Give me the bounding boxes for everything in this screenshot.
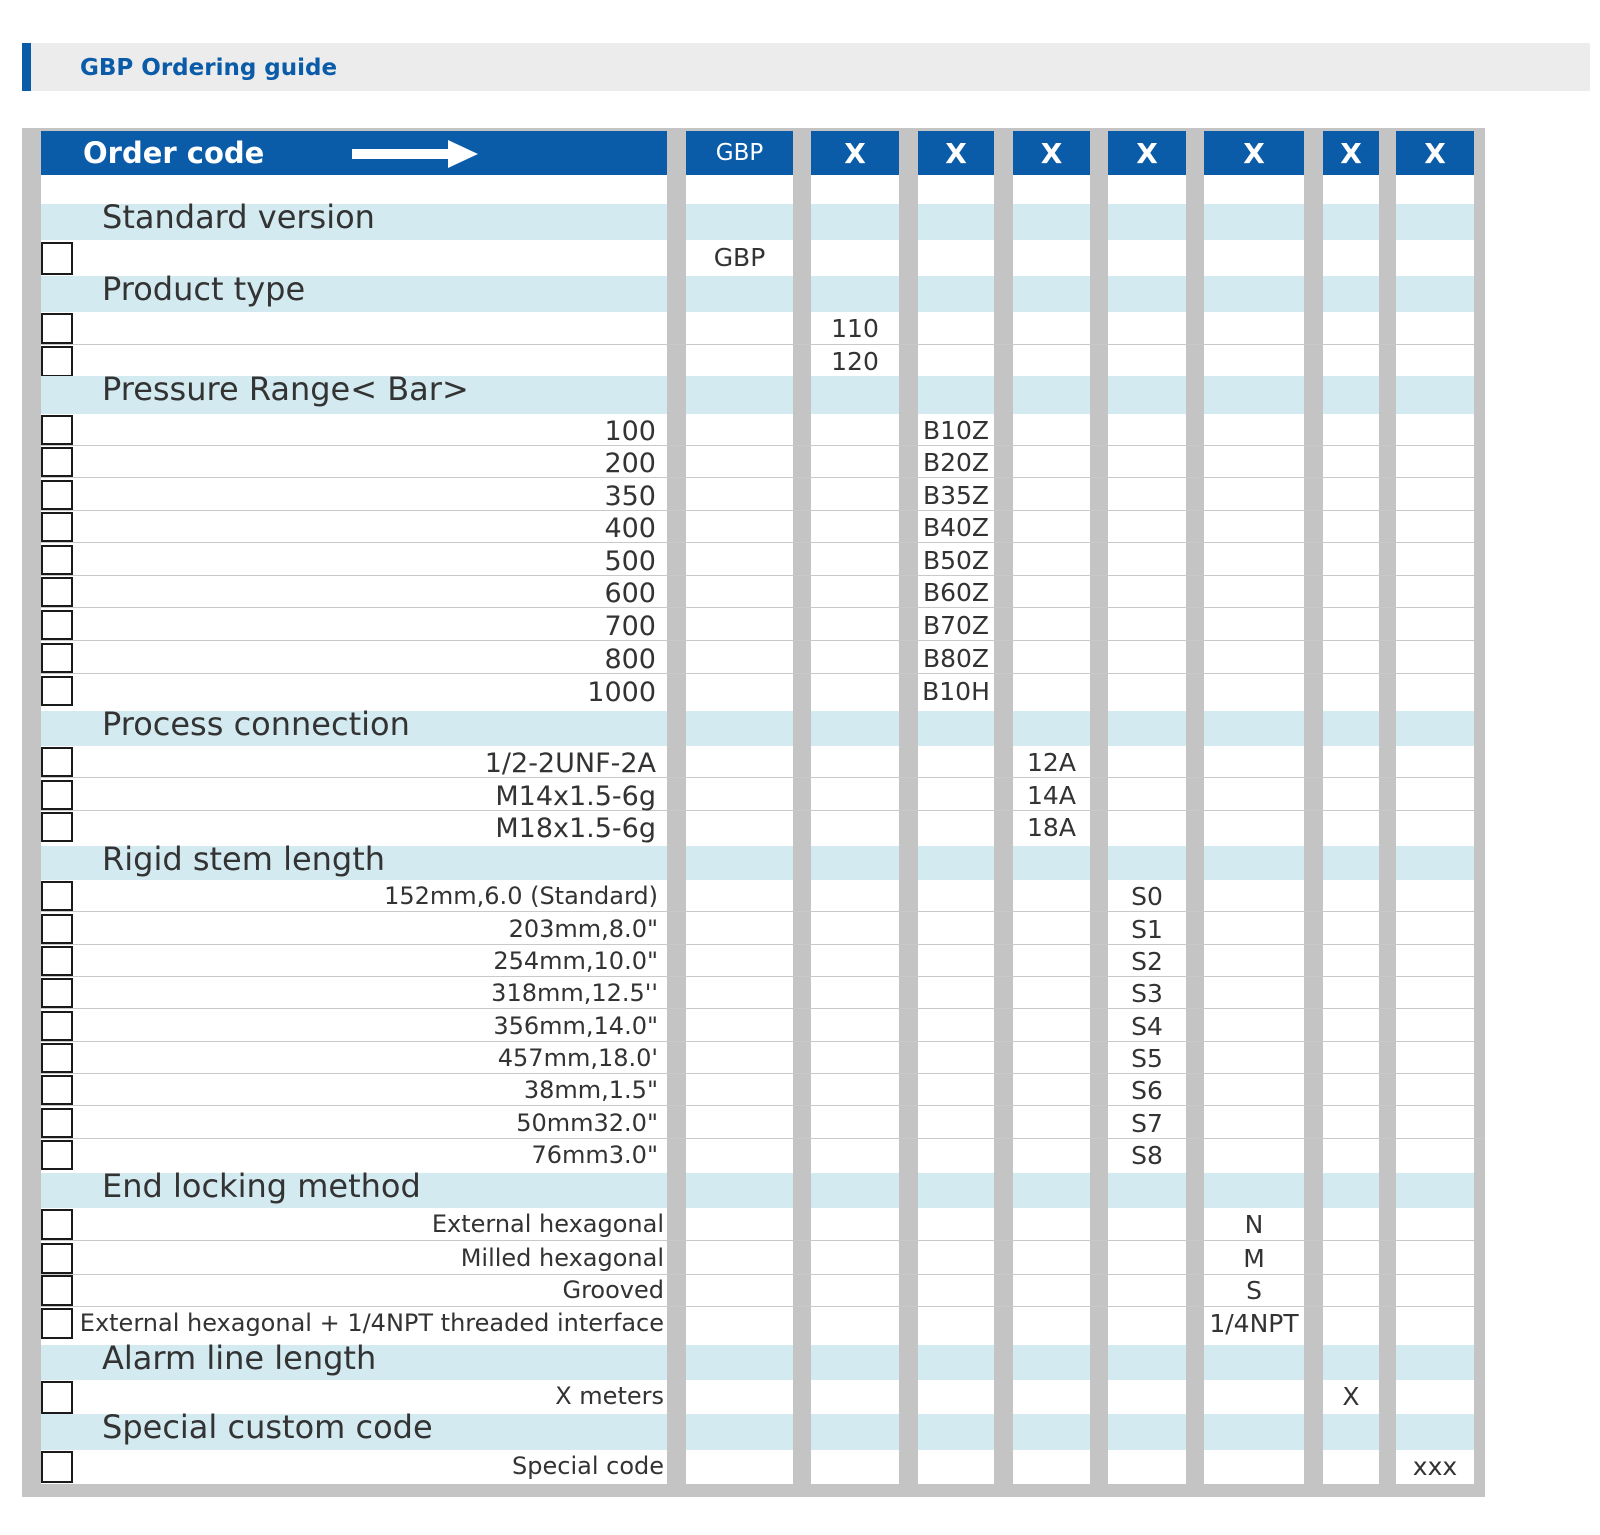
code-column-header: X (918, 131, 994, 175)
section-title: Standard version (102, 198, 375, 236)
row-divider (41, 1306, 1474, 1307)
option-label: 800 (604, 644, 656, 675)
option-checkbox[interactable] (41, 415, 73, 445)
row-divider (41, 944, 1474, 945)
option-code: S0 (1131, 882, 1163, 911)
section-band (918, 204, 994, 240)
option-checkbox[interactable] (41, 1209, 73, 1240)
section-band (918, 846, 994, 880)
option-label: 200 (604, 448, 656, 479)
option-label: 457mm,18.0' (497, 1044, 658, 1072)
option-checkbox[interactable] (41, 881, 73, 911)
option-code: 12A (1027, 748, 1076, 777)
code-column-panel (1396, 175, 1474, 1484)
option-checkbox[interactable] (41, 747, 73, 777)
option-label: 600 (604, 578, 656, 609)
option-code: B20Z (922, 448, 990, 477)
section-band (1323, 376, 1379, 414)
option-code: B60Z (922, 578, 990, 607)
option-label: 318mm,12.5'' (491, 979, 658, 1007)
option-code: S1 (1131, 915, 1163, 944)
section-band (1396, 204, 1474, 240)
option-checkbox[interactable] (41, 577, 73, 607)
section-band (811, 204, 899, 240)
order-code-label: Order code (83, 136, 265, 170)
section-band (1108, 1345, 1186, 1380)
section-title: Process connection (102, 705, 410, 743)
section-band (1013, 846, 1090, 880)
section-band (1396, 1173, 1474, 1208)
option-checkbox[interactable] (41, 346, 73, 377)
option-code: X (1342, 1382, 1360, 1411)
section-band (811, 1414, 899, 1450)
option-checkbox[interactable] (41, 914, 73, 944)
option-code: 1/4NPT (1209, 1309, 1299, 1338)
option-label: Milled hexagonal (460, 1244, 664, 1272)
option-checkbox[interactable] (41, 610, 73, 640)
row-divider (41, 1138, 1485, 1139)
row-divider (41, 575, 1474, 576)
code-column-header: X (1204, 131, 1304, 175)
section-band (1204, 846, 1304, 880)
section-band (1108, 204, 1186, 240)
section-band (1013, 204, 1090, 240)
section-band (686, 204, 793, 240)
section-band (686, 276, 793, 312)
section-band (686, 846, 793, 880)
section-band (1323, 711, 1379, 746)
section-band (1204, 376, 1304, 414)
option-label: M14x1.5-6g (495, 781, 656, 812)
row-divider (41, 477, 1474, 478)
option-code: B80Z (922, 644, 990, 673)
section-band (1013, 276, 1090, 312)
section-title: End locking method (102, 1167, 421, 1205)
section-band (918, 376, 994, 414)
option-checkbox[interactable] (41, 1243, 73, 1274)
option-checkbox[interactable] (41, 242, 73, 275)
row-divider (41, 344, 1474, 345)
option-label: 500 (604, 546, 656, 577)
section-title: Rigid stem length (102, 840, 386, 878)
section-title: Pressure Range< Bar> (102, 370, 469, 408)
section-band (811, 276, 899, 312)
option-checkbox[interactable] (41, 643, 73, 673)
row-divider (41, 607, 1474, 608)
option-checkbox[interactable] (41, 1108, 73, 1138)
option-label: 700 (604, 611, 656, 642)
option-code: S7 (1131, 1109, 1163, 1138)
row-divider (41, 640, 1474, 641)
option-code: 120 (831, 347, 879, 376)
section-band (1396, 376, 1474, 414)
section-band (1396, 846, 1474, 880)
code-column-panel (686, 175, 793, 1484)
option-label: 1000 (587, 677, 656, 708)
row-divider (41, 510, 1474, 511)
option-label: Special code (512, 1452, 664, 1480)
section-band (1204, 1173, 1304, 1208)
right-arrow-icon (352, 139, 482, 169)
section-band (1108, 1414, 1186, 1450)
option-label: 152mm,6.0 (Standard) (384, 882, 658, 910)
option-code: B10Z (922, 416, 990, 445)
section-band (918, 1414, 994, 1450)
section-band (1013, 1173, 1090, 1208)
option-label: 254mm,10.0" (493, 947, 658, 975)
section-band (811, 1173, 899, 1208)
row-divider (41, 1041, 1474, 1042)
row-divider (41, 810, 1474, 811)
section-band (1108, 376, 1186, 414)
option-code: S3 (1131, 979, 1163, 1008)
option-checkbox[interactable] (41, 313, 73, 344)
option-code: B35Z (922, 481, 990, 510)
section-band (1396, 711, 1474, 746)
option-code: B50Z (922, 546, 990, 575)
option-checkbox[interactable] (41, 1011, 73, 1041)
section-band (686, 1414, 793, 1450)
option-label: 356mm,14.0" (493, 1012, 658, 1040)
row-divider (41, 777, 1474, 778)
option-code: S8 (1131, 1141, 1163, 1170)
row-divider (41, 976, 1474, 977)
option-code: N (1244, 1210, 1264, 1239)
option-checkbox[interactable] (41, 1043, 73, 1073)
option-checkbox[interactable] (41, 812, 73, 842)
option-code: GBP (713, 243, 766, 272)
code-column-header: X (1013, 131, 1090, 175)
section-band (811, 1345, 899, 1380)
section-band (686, 1173, 793, 1208)
row-divider (41, 1073, 1474, 1074)
section-band (1108, 846, 1186, 880)
option-label: External hexagonal + 1/4NPT threaded interface (79, 1309, 664, 1337)
row-divider (41, 673, 1474, 674)
section-band (686, 376, 793, 414)
option-label: 350 (604, 481, 656, 512)
option-checkbox[interactable] (41, 1308, 73, 1339)
section-band (1013, 376, 1090, 414)
option-label: 76mm3.0" (531, 1141, 658, 1169)
section-title: Alarm line length (102, 1339, 377, 1377)
row-divider (41, 542, 1474, 543)
option-code: S5 (1131, 1044, 1163, 1073)
option-checkbox[interactable] (41, 545, 73, 575)
section-band (1396, 276, 1474, 312)
section-band (686, 711, 793, 746)
code-column-panel (1323, 175, 1379, 1484)
code-column-panel (1108, 175, 1186, 1484)
option-checkbox[interactable] (41, 978, 73, 1008)
option-checkbox[interactable] (41, 512, 73, 542)
option-checkbox[interactable] (41, 1075, 73, 1105)
section-band (918, 276, 994, 312)
option-checkbox[interactable] (41, 1140, 73, 1170)
section-band (811, 846, 899, 880)
section-title: Special custom code (102, 1408, 433, 1446)
row-divider (41, 1105, 1474, 1106)
option-label: M18x1.5-6g (495, 813, 656, 844)
section-band (1013, 711, 1090, 746)
section-band (918, 1173, 994, 1208)
option-code: S (1246, 1276, 1262, 1305)
option-code: S6 (1131, 1076, 1163, 1105)
option-checkbox[interactable] (41, 946, 73, 976)
code-column-panel (918, 175, 994, 1484)
section-band (1013, 1345, 1090, 1380)
option-checkbox[interactable] (41, 1451, 73, 1483)
code-column-header: X (1396, 131, 1474, 175)
option-label: Grooved (562, 1276, 664, 1304)
section-band (1323, 1414, 1379, 1450)
option-checkbox[interactable] (41, 676, 73, 706)
section-band (1204, 276, 1304, 312)
option-code: B10H (922, 677, 990, 706)
option-code: xxx (1412, 1452, 1458, 1481)
section-band (1323, 846, 1379, 880)
option-label: 1/2-2UNF-2A (484, 748, 656, 779)
section-band (1204, 711, 1304, 746)
option-code: M (1243, 1244, 1265, 1273)
row-divider (41, 445, 1474, 446)
option-checkbox[interactable] (41, 1275, 73, 1306)
option-label: 50mm32.0" (516, 1109, 658, 1137)
row-divider (41, 1274, 1474, 1275)
option-label: External hexagonal (431, 1210, 664, 1238)
section-band (1323, 1345, 1379, 1380)
option-code: 14A (1027, 781, 1076, 810)
code-column-header: X (811, 131, 899, 175)
option-checkbox[interactable] (41, 780, 73, 810)
section-band (1396, 1345, 1474, 1380)
option-label: 100 (604, 416, 656, 447)
section-band (1204, 204, 1304, 240)
section-band (1108, 276, 1186, 312)
option-label: 38mm,1.5" (523, 1076, 658, 1104)
option-checkbox[interactable] (41, 1381, 73, 1414)
code-column-header: GBP (686, 131, 793, 175)
section-title: Product type (102, 270, 306, 308)
option-label: 400 (604, 513, 656, 544)
section-band (1013, 1414, 1090, 1450)
option-code: B70Z (922, 611, 990, 640)
page-title: GBP Ordering guide (80, 55, 338, 81)
option-code: 18A (1027, 813, 1076, 842)
option-label: X meters (555, 1382, 664, 1410)
row-divider (41, 1008, 1474, 1009)
section-band (1204, 1414, 1304, 1450)
header-accent-stripe (22, 43, 31, 91)
section-band (811, 376, 899, 414)
section-band (1108, 1173, 1186, 1208)
option-checkbox[interactable] (41, 447, 73, 477)
section-band (686, 1345, 793, 1380)
section-band (1323, 276, 1379, 312)
row-divider (41, 911, 1474, 912)
section-band (1323, 1173, 1379, 1208)
page-header-bar (22, 43, 1590, 91)
section-band (918, 711, 994, 746)
option-label: 203mm,8.0" (508, 915, 658, 943)
section-band (918, 1345, 994, 1380)
section-band (1108, 711, 1186, 746)
option-code: 110 (831, 314, 879, 343)
option-code: S4 (1131, 1012, 1163, 1041)
code-column-header: X (1323, 131, 1379, 175)
section-band (1204, 1345, 1304, 1380)
code-column-header: X (1108, 131, 1186, 175)
section-band (1396, 1414, 1474, 1450)
option-code: B40Z (922, 513, 990, 542)
option-code: S2 (1131, 947, 1163, 976)
option-checkbox[interactable] (41, 480, 73, 510)
row-divider (41, 1240, 1474, 1241)
section-band (1323, 204, 1379, 240)
section-band (811, 711, 899, 746)
